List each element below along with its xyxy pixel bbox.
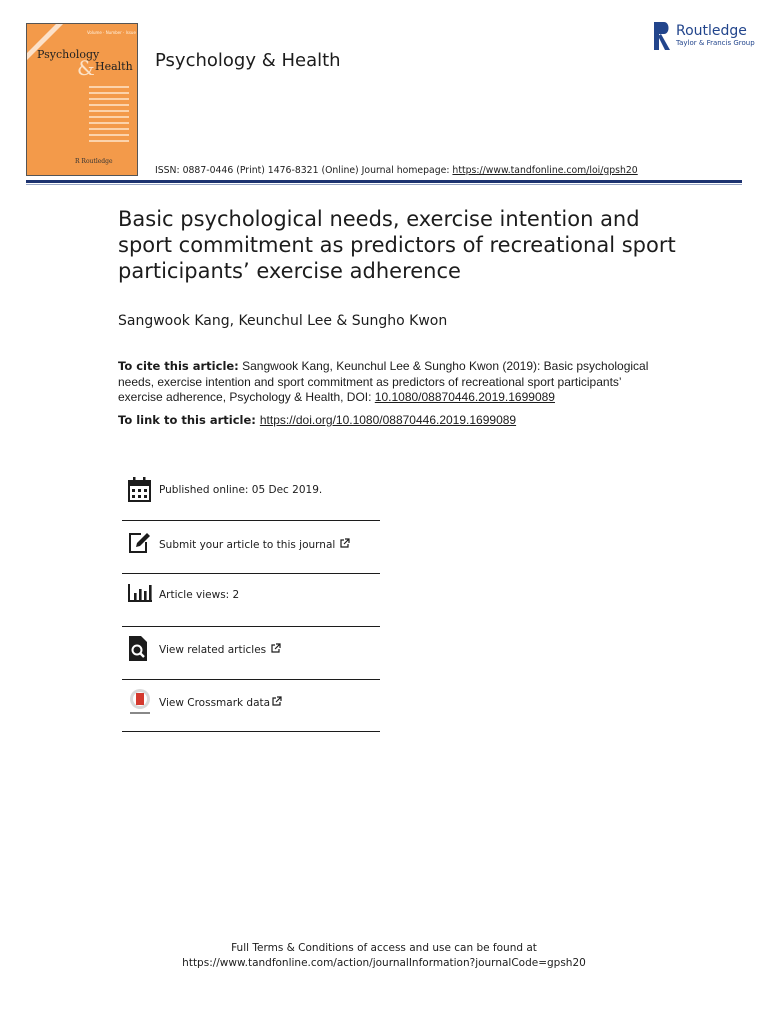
row-divider: [122, 573, 380, 574]
crossmark-row[interactable]: [122, 688, 380, 728]
external-link-icon: [272, 696, 282, 706]
publisher-tagline: Taylor & Francis Group: [676, 39, 755, 47]
cover-title-line2: Health: [95, 60, 133, 73]
submit-article-label: Submit your article to this journal: [159, 539, 336, 551]
related-articles-link[interactable]: [159, 643, 281, 656]
citation-label: To cite this article:: [118, 359, 239, 373]
crossmark-link[interactable]: [159, 696, 282, 709]
article-title: Basic psychological needs, exercise intention and sport commitment as predictors of recreational sport participants’ exercise adherence: [118, 207, 676, 283]
article-link-label: To link to this article:: [118, 413, 260, 427]
crossmark-icon: [127, 688, 153, 716]
row-divider: [122, 626, 380, 627]
related-articles-label: View related articles: [159, 644, 267, 656]
row-divider: [122, 731, 380, 732]
article-views-text: Article views: 2: [159, 589, 240, 601]
header-divider-thin: [26, 184, 742, 185]
article-doi-url-link[interactable]: https://doi.org/10.1080/08870446.2019.1699089: [259, 413, 517, 427]
related-articles-row[interactable]: [122, 635, 380, 675]
submit-article-row[interactable]: [122, 530, 380, 570]
article-views-row: [122, 581, 380, 621]
article-link-block: [118, 413, 516, 427]
issn-text: ISSN: 0887-0446 (Print) 1476-8321 (Online) Journal homepage:: [155, 165, 453, 176]
external-link-icon: [340, 538, 350, 548]
terms-footer: [0, 941, 768, 971]
journal-homepage-link[interactable]: https://www.tandfonline.com/loi/gpsh20: [452, 165, 638, 176]
issn-line: [155, 165, 638, 176]
external-link-icon: [271, 643, 281, 653]
citation-block: [118, 359, 658, 406]
header-divider: [26, 180, 742, 183]
article-authors: Sangwook Kang, Keunchul Lee & Sungho Kwon: [118, 313, 448, 329]
bar-chart-icon: [127, 581, 153, 609]
cover-title-line1: Psychology: [37, 48, 100, 61]
publisher-name: Routledge: [676, 23, 747, 39]
citation-text: Sangwook Kang, Keunchul Lee & Sungho Kwon (2019): Basic psychological needs, exercise intention and sport commitment as predictors of recreational sport participants’ exercise adherence, Psychology & Health, DOI:: [118, 359, 649, 404]
edit-icon: [127, 530, 153, 558]
citation-doi-link[interactable]: 10.1080/08870446.2019.1699089: [374, 390, 555, 404]
calendar-icon: [127, 476, 153, 504]
publisher-logo[interactable]: [654, 22, 755, 50]
footer-terms-link[interactable]: https://www.tandfonline.com/action/journalInformation?journalCode=gpsh20: [182, 957, 586, 969]
row-divider: [122, 679, 380, 680]
journal-cover-image: Volume · Number · Issue Psychology & Health R Routledge: [26, 23, 138, 176]
published-online-row: [122, 476, 380, 516]
search-document-icon: [127, 635, 153, 663]
cover-ampersand: &: [77, 56, 95, 80]
crossmark-label: View Crossmark data: [159, 697, 271, 709]
submit-article-link[interactable]: [159, 538, 350, 551]
journal-name: Psychology & Health: [155, 50, 341, 71]
row-divider: [122, 520, 380, 521]
published-online-text: Published online: 05 Dec 2019.: [159, 484, 323, 496]
footer-terms-text: Full Terms & Conditions of access and use can be found at: [231, 942, 537, 954]
routledge-r-icon: [654, 22, 672, 50]
